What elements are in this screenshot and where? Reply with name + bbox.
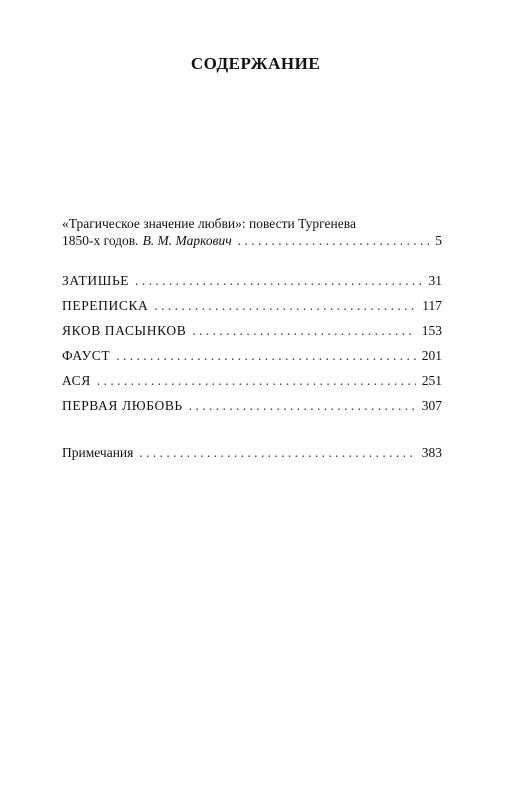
- leader-dots: [238, 232, 430, 249]
- toc-entry-story-page: 201: [421, 348, 442, 363]
- toc-entry-notes-title: Примечания: [62, 445, 134, 460]
- toc-entry-story-page: 117: [422, 298, 442, 313]
- toc-entry-intro[interactable]: [62, 215, 442, 249]
- toc-entry-intro-author: В. М. Маркович: [142, 233, 232, 248]
- toc-entry-story[interactable]: [62, 347, 442, 364]
- toc-entry-story-page: 251: [421, 373, 442, 388]
- toc-entry-story-page: 153: [421, 323, 442, 338]
- toc-entry-story-page: 31: [428, 273, 442, 288]
- toc-entry-story-title: ПЕРВАЯ ЛЮБОВЬ: [62, 398, 183, 413]
- toc-entry-notes[interactable]: [62, 444, 442, 461]
- leader-dots: [116, 347, 416, 364]
- toc-entry-story-title: АСЯ: [62, 373, 91, 388]
- leader-dots: [135, 272, 422, 289]
- page-title: СОДЕРЖАНИЕ: [190, 54, 321, 73]
- toc-entry-story[interactable]: [62, 397, 442, 414]
- toc-entry-intro-title-cont: 1850-х годов.: [62, 233, 139, 248]
- toc-entry-story[interactable]: [62, 372, 442, 389]
- leader-dots: [97, 372, 416, 389]
- toc-entry-story-title: ФАУСТ: [62, 348, 111, 363]
- toc-entry-story-title: ЗАТИШЬЕ: [62, 273, 130, 288]
- leader-dots: [154, 297, 416, 314]
- leader-dots: [192, 322, 415, 339]
- toc-entry-intro-page: 5: [435, 233, 442, 248]
- toc-entry-story[interactable]: [62, 297, 442, 314]
- leader-dots: [189, 397, 416, 414]
- toc-entry-story-title: ЯКОВ ПАСЫНКОВ: [62, 323, 187, 338]
- toc-entry-story-title: ПЕРЕПИСКА: [62, 298, 149, 313]
- leader-dots: [139, 444, 415, 461]
- toc-entry-story[interactable]: [62, 272, 442, 289]
- toc-entry-intro-title: «Трагическое значение любви»: повести Тургенева: [62, 216, 356, 231]
- toc-entry-story[interactable]: [62, 322, 442, 339]
- toc-entry-notes-page: 383: [421, 445, 442, 460]
- toc-entry-story-page: 307: [421, 398, 442, 413]
